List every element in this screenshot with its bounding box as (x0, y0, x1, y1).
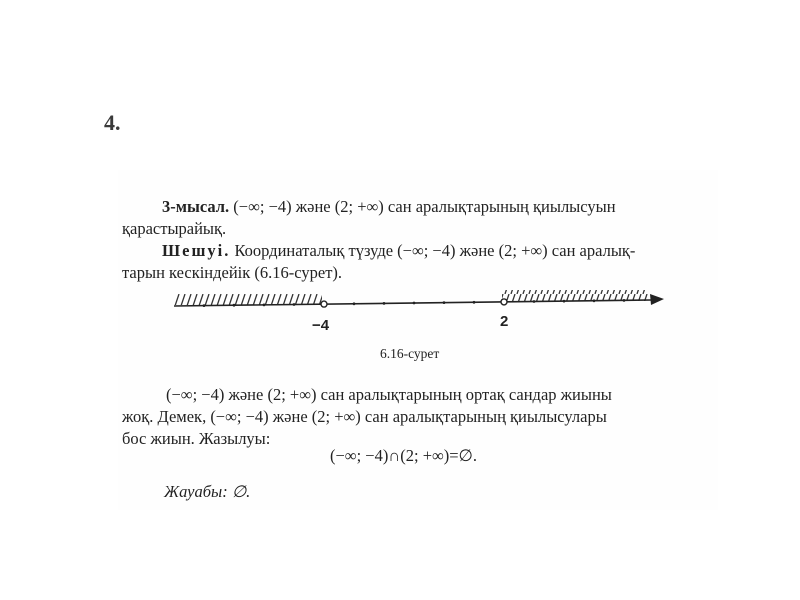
example-line-1 (162, 196, 616, 218)
axis-point (293, 303, 296, 306)
intersection-formula: (−∞; −4)∩(2; +∞)=∅. (330, 446, 478, 465)
axis-point (533, 300, 536, 303)
textbook-page (118, 170, 718, 510)
number-line-figure (174, 282, 674, 346)
axis-point (473, 301, 476, 304)
axis-point (443, 301, 446, 304)
example-line-2: қарастырайық. (122, 219, 227, 238)
answer-line: Жауабы: ∅. (164, 482, 251, 501)
axis-point (413, 302, 416, 305)
example-heading: 3-мысал. (162, 197, 230, 216)
axis-point (623, 299, 626, 302)
solution-line-1 (162, 240, 635, 262)
hatch-left-region (174, 294, 322, 305)
open-point-minus-4 (321, 301, 327, 307)
axis-point (353, 302, 356, 305)
slide-number: 4. (104, 110, 121, 135)
axis-point (233, 304, 236, 307)
solution-text-1: Координаталық түзуде (−∞; −4) және (2; +∞) сан аралық- (230, 241, 636, 260)
open-point-2 (501, 299, 507, 305)
hatch-right-region (502, 290, 648, 301)
axis-point (383, 302, 386, 305)
label-minus-4: −4 (312, 317, 330, 334)
example-text-1: (−∞; −4) және (2; +∞) сан аралықтарының қиылысуын (229, 197, 616, 216)
axis-point (593, 299, 596, 302)
label-2: 2 (500, 313, 509, 330)
solution-line-2: тарын кескіндейік (6.16-сурет). (122, 263, 343, 282)
axis-point (563, 300, 566, 303)
explanation-line-2: жоқ. Демек, (−∞; −4) және (2; +∞) сан аралықтарының қиылысулары (122, 407, 607, 426)
explanation-line-3: бос жиын. Жазылуы: (122, 429, 271, 448)
axis-point (263, 304, 266, 307)
solution-heading: Шешуі. (162, 241, 231, 260)
axis-point (203, 304, 206, 307)
figure-caption: 6.16-сурет (380, 346, 440, 361)
arrow-head (650, 294, 664, 305)
explanation-line-1: (−∞; −4) және (2; +∞) сан аралықтарының ортақ сандар жиыны (166, 385, 612, 404)
